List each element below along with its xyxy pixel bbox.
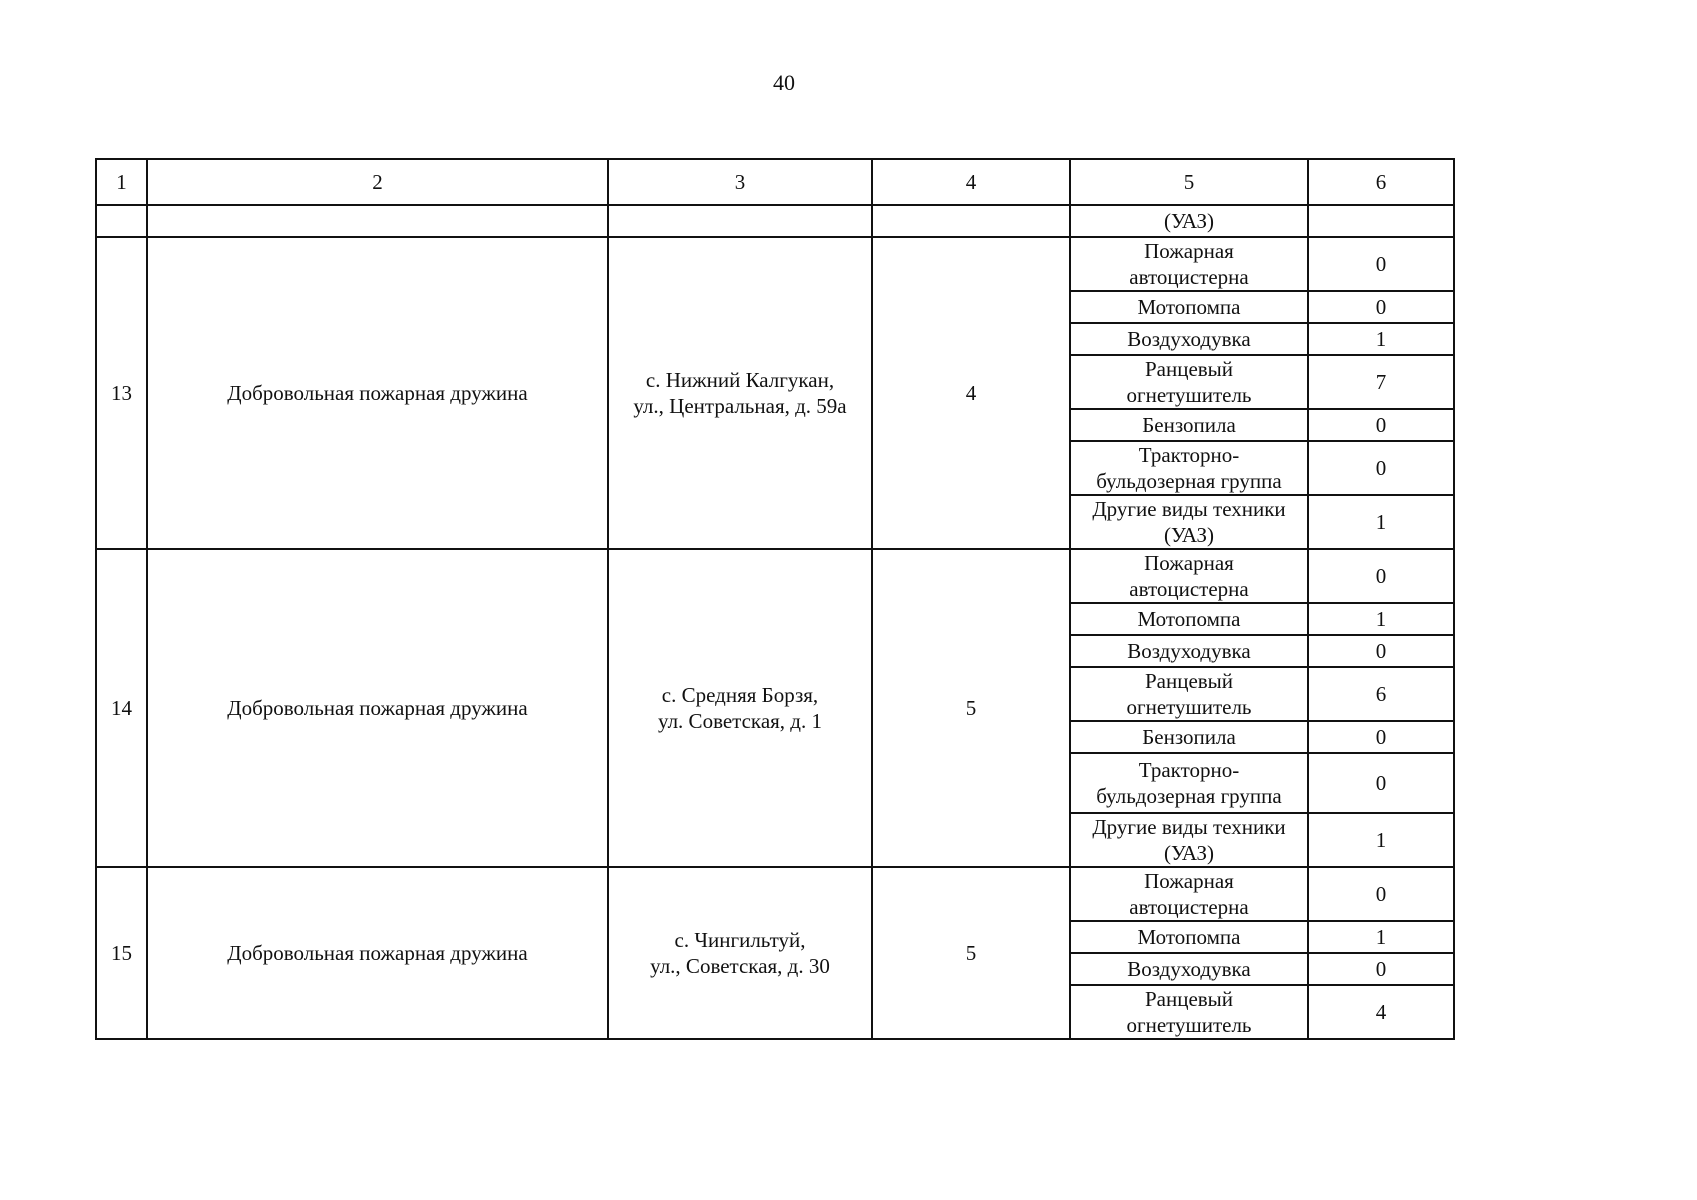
column-header: 6 <box>1308 159 1454 205</box>
equipment-name: Ранцевый огнетушитель <box>1070 985 1308 1039</box>
column-header: 3 <box>608 159 872 205</box>
equipment-name: Пожарная автоцистерна <box>1070 549 1308 603</box>
equipment-name: Воздуходувка <box>1070 635 1308 667</box>
table-cell <box>96 205 147 237</box>
table-row <box>96 549 1454 603</box>
table-cell <box>147 205 608 237</box>
equipment-quantity: 0 <box>1308 635 1454 667</box>
equipment-name: Бензопила <box>1070 721 1308 753</box>
table-row <box>96 867 1454 921</box>
organization-name: Добровольная пожарная дружина <box>147 867 608 1039</box>
equipment-quantity: 7 <box>1308 355 1454 409</box>
equipment-name: Ранцевый огнетушитель <box>1070 355 1308 409</box>
equipment-name: (УАЗ) <box>1070 205 1308 237</box>
page-number: 40 <box>773 70 795 95</box>
equipment-name: Мотопомпа <box>1070 921 1308 953</box>
column-header: 1 <box>96 159 147 205</box>
personnel-count: 5 <box>872 867 1070 1039</box>
equipment-name: Мотопомпа <box>1070 291 1308 323</box>
equipment-quantity: 0 <box>1308 291 1454 323</box>
equipment-name: Бензопила <box>1070 409 1308 441</box>
equipment-name: Мотопомпа <box>1070 603 1308 635</box>
equipment-name: Пожарная автоцистерна <box>1070 237 1308 291</box>
column-header-row <box>96 159 1454 205</box>
equipment-name: Другие виды техники (УАЗ) <box>1070 813 1308 867</box>
table-cell <box>1308 205 1454 237</box>
organization-name: Добровольная пожарная дружина <box>147 549 608 867</box>
equipment-quantity: 1 <box>1308 921 1454 953</box>
personnel-count: 4 <box>872 237 1070 549</box>
equipment-name: Ранцевый огнетушитель <box>1070 667 1308 721</box>
equipment-quantity: 0 <box>1308 237 1454 291</box>
equipment-quantity: 6 <box>1308 667 1454 721</box>
equipment-quantity: 0 <box>1308 721 1454 753</box>
row-number: 13 <box>96 237 147 549</box>
equipment-quantity: 0 <box>1308 409 1454 441</box>
address: с. Нижний Калгукан, ул., Центральная, д. 59а <box>608 237 872 549</box>
equipment-quantity: 0 <box>1308 753 1454 813</box>
equipment-quantity: 1 <box>1308 813 1454 867</box>
equipment-quantity: 0 <box>1308 549 1454 603</box>
row-number: 15 <box>96 867 147 1039</box>
equipment-name: Тракторно- бульдозерная группа <box>1070 753 1308 813</box>
equipment-quantity: 4 <box>1308 985 1454 1039</box>
equipment-name: Воздуходувка <box>1070 953 1308 985</box>
table-row <box>96 237 1454 291</box>
column-header: 5 <box>1070 159 1308 205</box>
organization-name: Добровольная пожарная дружина <box>147 237 608 549</box>
equipment-name: Воздуходувка <box>1070 323 1308 355</box>
equipment-quantity: 0 <box>1308 953 1454 985</box>
equipment-name: Другие виды техники (УАЗ) <box>1070 495 1308 549</box>
equipment-quantity: 0 <box>1308 441 1454 495</box>
equipment-quantity: 0 <box>1308 867 1454 921</box>
table-cell <box>872 205 1070 237</box>
equipment-quantity: 1 <box>1308 323 1454 355</box>
equipment-table <box>95 158 1455 1040</box>
row-number: 14 <box>96 549 147 867</box>
equipment-quantity: 1 <box>1308 495 1454 549</box>
address: с. Чингильтуй, ул., Советская, д. 30 <box>608 867 872 1039</box>
column-header: 2 <box>147 159 608 205</box>
equipment-name: Тракторно- бульдозерная группа <box>1070 441 1308 495</box>
column-header: 4 <box>872 159 1070 205</box>
personnel-count: 5 <box>872 549 1070 867</box>
equipment-name: Пожарная автоцистерна <box>1070 867 1308 921</box>
continuation-row <box>96 205 1454 237</box>
address: с. Средняя Борзя, ул. Советская, д. 1 <box>608 549 872 867</box>
table-cell <box>608 205 872 237</box>
equipment-quantity: 1 <box>1308 603 1454 635</box>
